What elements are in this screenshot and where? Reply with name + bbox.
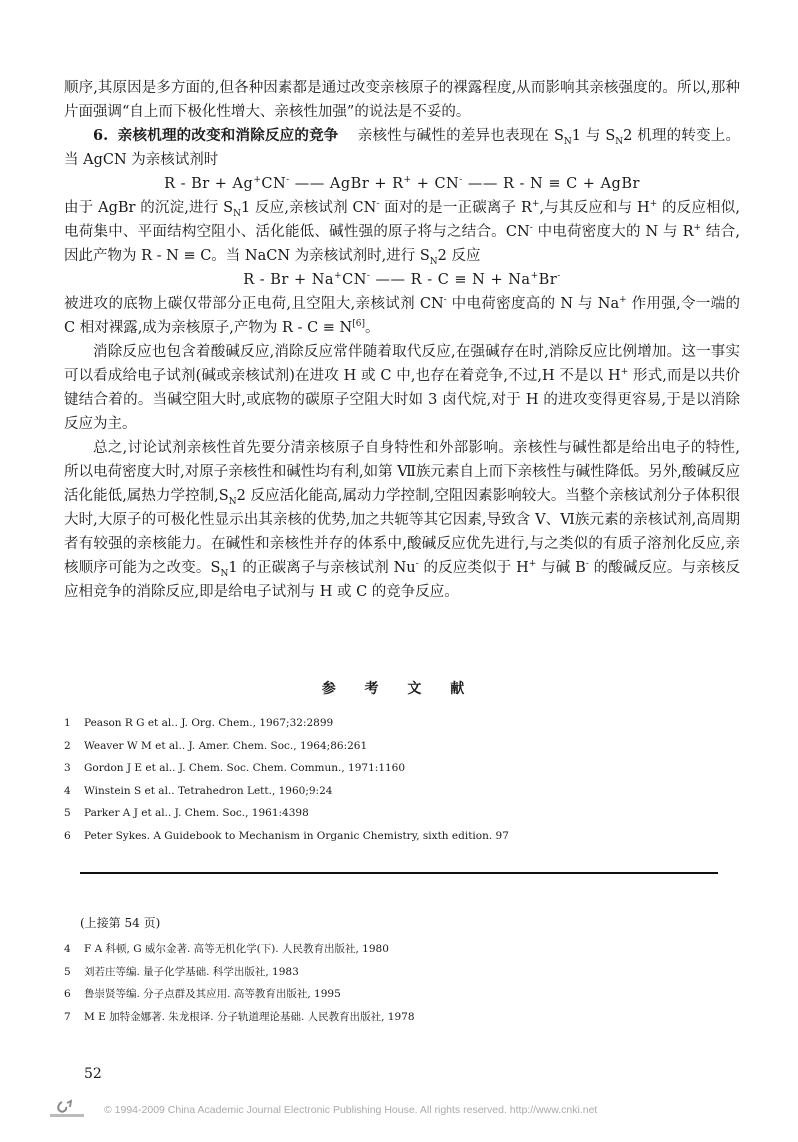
paragraph-2: 6. 亲核机理的改变和消除反应的竞争 亲核性与碱性的差异也表现在 $S_N1$ 与 $S_N2$ 机理的转变上。当 AgCN 为亲核试剂时	[64, 127, 741, 168]
equation-agcn: R - Br + Ag+CN- —— AgBr + R+ + CN- —— R - N ≡ C + AgBr	[164, 175, 640, 192]
page-footer	[48, 1098, 748, 1122]
reference-list	[64, 712, 744, 847]
copyright-text: © 1994-2009 China Academic Journal Electronic Publishing House. All rights reserved. http://www.cnki.net	[104, 1104, 598, 1116]
cnki-logo-icon	[48, 1098, 86, 1120]
reference-item: 7 M E 加特金娜著. 朱龙根译. 分子轨道理论基础. 人民教育出版社, 1978	[64, 1010, 415, 1023]
paragraph-6: 总之,讨论试剂亲核性首先要分清亲核原子自身特性和外部影响。亲核性与碱性都是给出电子的特性,所以电荷密度大时,对原子亲核性和碱性均有利,如第 Ⅶ族元素自上而下亲核性与碱性降低。另外,酸碱反应活化能低,属热力学控制$,S_N2$ 反应活化能高,属动力学控制,空阻因素影响较大。当整个亲核试剂分子体积很大时,大原子的可极化性显示出其亲核的优势,加之共轭等其它因素,导致含 Ⅴ、Ⅵ族元素的亲核试剂,高周期者有较强的亲核能力。在碱性和亲核性并存的体系中,酸碱反应优先进行,与之类似的有质子溶剂化反应,亲核顺序可能为之改变。$S_N1$ 的正碳离子与亲核试剂 Nu- 的反应类似于 H+ 与碱 B- 的酸碱反应。与亲核反应相竞争的消除反应,即是给电子试剂与 H 或 C 的竞争反应。	[64, 440, 741, 600]
reference-item: 6 Peter Sykes. A Guidebook to Mechanism in Organic Chemistry, sixth edition. 97	[64, 829, 509, 842]
reference-item: 5 刘若庄等编. 量子化学基础. 科学出版社, 1983	[64, 965, 299, 978]
references-title: 参 考 文 献	[321, 681, 477, 697]
reference-item: 3 Gordon J E et al.. J. Chem. Soc. Chem. Commun., 1971:1160	[64, 762, 406, 774]
reference-item: 4 F A 科顿, G 威尔金著. 高等无机化学(下). 人民教育出版社, 1980	[64, 943, 389, 955]
page-number: 52	[84, 1066, 102, 1082]
reference-item: 2 Weaver W M et al.. J. Amer. Chem. Soc., 1964;86:261	[64, 739, 368, 752]
paragraph-3: 由于 AgBr 的沉淀,进行 $S_N1$ 反应,亲核试剂 CN- 面对的是一正碳离子 R+,与其反应和与 H+ 的反应相似,电荷集中、平面结构空阻小、活化能低、碱性强的原子将与之结合。CN- 中电荷密度大的 N 与 R+ 结合,因此产物为 R - N ≡ C。当 NaCN 为亲核试剂时,进行 $S_N2$ 反应	[64, 199, 741, 267]
section-heading: 亲核机理的改变和消除反应的竞争	[117, 127, 339, 144]
reference-item: 6 鲁崇贤等编. 分子点群及其应用. 高等教育出版社, 1995	[64, 988, 341, 1000]
paragraph-1: 顺序,其原因是多方面的,但各种因素都是通过改变亲核原子的裸露程度,从而影响其亲核强度的。所以,那种片面强调“自上而下极化性增大、亲核性加强”的说法是不妥的。	[64, 80, 740, 120]
paragraph-5: 消除反应也包含着酸碱反应,消除反应常伴随着取代反应,在强碱存在时,消除反应比例增加。这一事实可以看成给电子试剂(碱或亲核试剂)在进攻 H 或 C 中,也存在着竞争,不过,H 不是以 H+ 形式,而是以共价键结合着的。当碱空阻大时,或底物的碳原子空阻大时如 3 卤代烷,对于 H 的进攻变得更容易,于是以消除反应为主。	[64, 344, 740, 432]
reference-item: 4 Winstein S et al.. Tetrahedron Lett., 1960;9:24	[64, 784, 333, 797]
reference-item: 1 Peason R G et al.. J. Org. Chem., 1967;32:2899	[64, 717, 334, 729]
citation-ref: [6]	[352, 319, 365, 330]
article-body	[64, 76, 740, 604]
section-divider	[80, 872, 718, 874]
equation-nacn: R - Br + Na+CN- —— R - C ≡ N + Na+Br-	[243, 271, 561, 288]
section-number: 6.	[93, 127, 109, 144]
paragraph-4: 被进攻的底物上碳仅带部分正电荷,且空阻大,亲核试剂 CN- 中电荷密度高的 N 与 Na+ 作用强,令一端的 C 相对裸露,成为亲核原子,产物为 R - C ≡ N[6]。	[64, 295, 741, 336]
continued-reference-list	[64, 938, 744, 1028]
continued-label: (上接第 54 页)	[80, 916, 161, 930]
reference-item: 5 Parker A J et al.. J. Chem. Soc., 1961:4398	[64, 807, 309, 819]
